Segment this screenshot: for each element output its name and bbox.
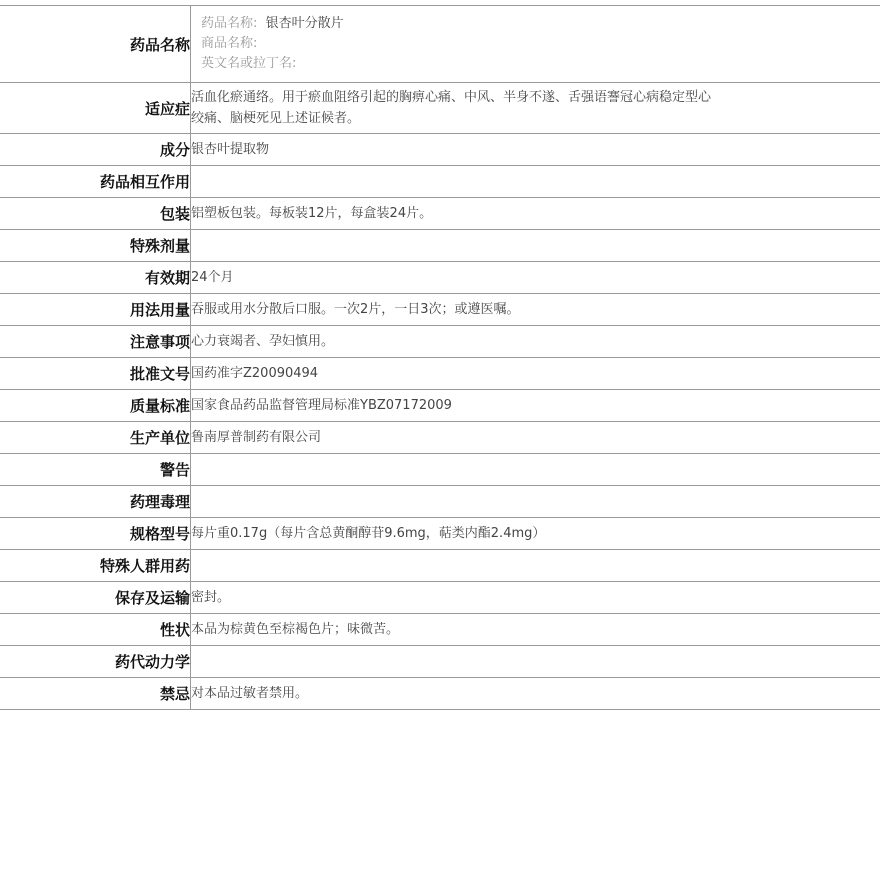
label-pharmacokinetics: 药代动力学: [0, 646, 191, 678]
label-interactions: 药品相互作用: [0, 166, 191, 198]
value-contraindications: 对本品过敏者禁用。: [191, 678, 880, 710]
indication-line-2: 绞痛、脑梗死见上述证候者。: [191, 111, 361, 126]
label-pharmacology: 药理毒理: [0, 486, 191, 518]
trade-name-line: 商品名称:: [201, 36, 258, 51]
row-ingredients: [0, 134, 880, 166]
label-appearance: 性状: [0, 614, 191, 646]
row-specification: [0, 518, 880, 550]
label-contraindications: 禁忌: [0, 678, 191, 710]
value-approval-number: 国药准字Z20090494: [191, 358, 880, 390]
label-special-populations: 特殊人群用药: [0, 550, 191, 582]
generic-name-value: 银杏叶分散片: [265, 16, 344, 31]
label-name: 药品名称: [0, 6, 191, 83]
row-special-populations: [0, 550, 880, 582]
row-name: [0, 6, 880, 83]
value-appearance: 本品为棕黄色至棕褐色片；味微苦。: [191, 614, 880, 646]
row-manufacturer: [0, 422, 880, 454]
label-precautions: 注意事项: [0, 326, 191, 358]
english-name-line: 英文名或拉丁名:: [201, 56, 297, 71]
label-warning: 警告: [0, 454, 191, 486]
row-storage: [0, 582, 880, 614]
value-shelf-life: 24个月: [191, 262, 880, 294]
row-interactions: [0, 166, 880, 198]
row-pharmacology: [0, 486, 880, 518]
generic-name-prefix: 药品名称:: [201, 16, 258, 31]
value-pharmacokinetics: [191, 646, 880, 678]
value-storage: 密封。: [191, 582, 880, 614]
indication-line-1: 活血化瘀通络。用于瘀血阻络引起的胸痹心痛、中风、半身不遂、舌强语謇冠心病稳定型心: [191, 90, 712, 105]
row-approval-number: [0, 358, 880, 390]
label-special-dosage: 特殊剂量: [0, 230, 191, 262]
value-name: [191, 6, 880, 83]
value-precautions: 心力衰竭者、孕妇慎用。: [191, 326, 880, 358]
label-shelf-life: 有效期: [0, 262, 191, 294]
value-manufacturer: 鲁南厚普制药有限公司: [191, 422, 880, 454]
value-interactions: [191, 166, 880, 198]
label-manufacturer: 生产单位: [0, 422, 191, 454]
label-approval-number: 批准文号: [0, 358, 191, 390]
row-indication: [0, 83, 880, 134]
label-storage: 保存及运输: [0, 582, 191, 614]
value-indication: [191, 83, 880, 134]
value-specification: 每片重0.17g（每片含总黄酮醇苷9.6mg，萜类内酯2.4mg）: [191, 518, 880, 550]
row-packaging: [0, 198, 880, 230]
label-packaging: 包装: [0, 198, 191, 230]
label-quality-standard: 质量标准: [0, 390, 191, 422]
row-pharmacokinetics: [0, 646, 880, 678]
label-indication: 适应症: [0, 83, 191, 134]
row-shelf-life: [0, 262, 880, 294]
row-contraindications: [0, 678, 880, 710]
drug-info-table: [0, 5, 880, 710]
value-ingredients: 银杏叶提取物: [191, 134, 880, 166]
generic-name-line: [201, 14, 880, 34]
value-usage: 吞服或用水分散后口服。一次2片，一日3次；或遵医嘱。: [191, 294, 880, 326]
value-quality-standard: 国家食品药品监督管理局标准YBZ07172009: [191, 390, 880, 422]
value-special-dosage: [191, 230, 880, 262]
label-specification: 规格型号: [0, 518, 191, 550]
row-appearance: [0, 614, 880, 646]
row-quality-standard: [0, 390, 880, 422]
value-packaging: 铝塑板包装。每板装12片，每盒装24片。: [191, 198, 880, 230]
row-precautions: [0, 326, 880, 358]
row-special-dosage: [0, 230, 880, 262]
row-usage: [0, 294, 880, 326]
label-usage: 用法用量: [0, 294, 191, 326]
value-special-populations: [191, 550, 880, 582]
value-pharmacology: [191, 486, 880, 518]
value-warning: [191, 454, 880, 486]
row-warning: [0, 454, 880, 486]
label-ingredients: 成分: [0, 134, 191, 166]
